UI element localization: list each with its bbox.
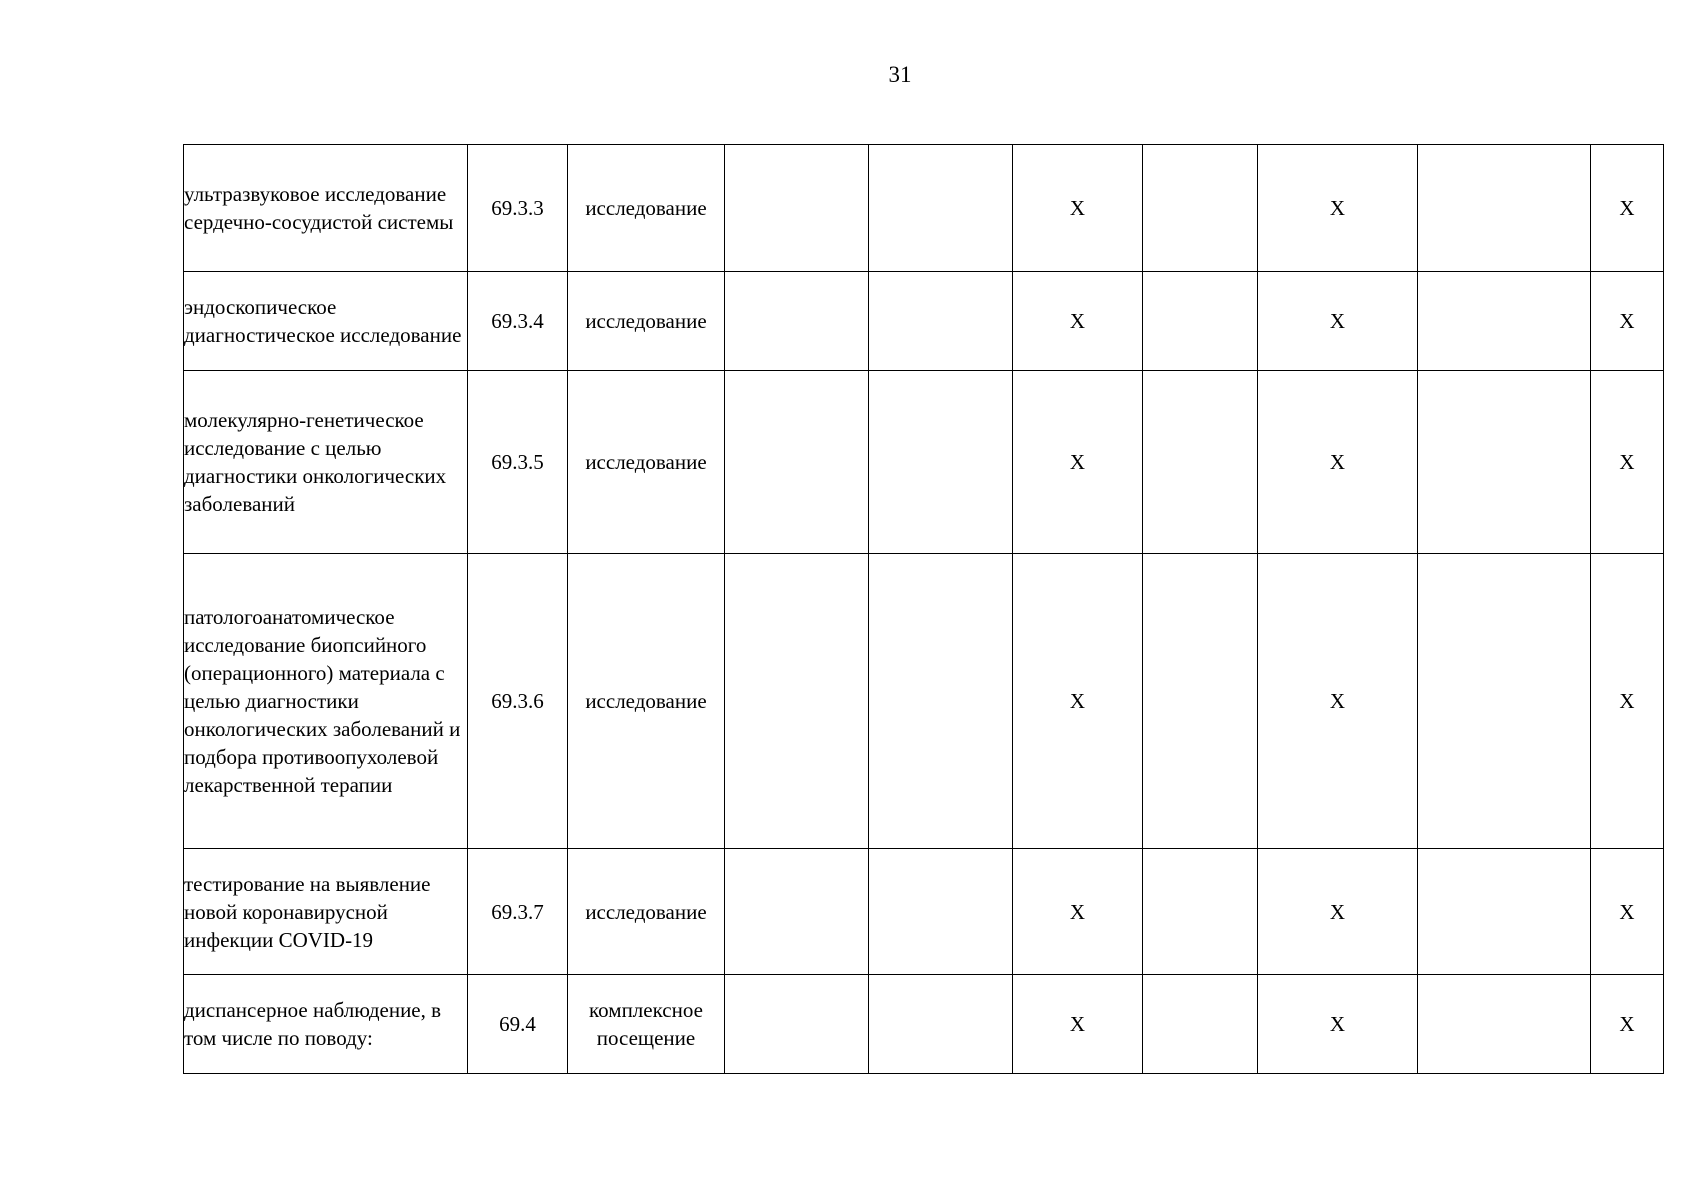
row-unit-cell: исследование [568,849,725,975]
page-number: 31 [888,62,912,87]
row-unit-cell: исследование [568,371,725,554]
table-cell [1143,975,1258,1074]
table-row [184,145,1664,272]
table-cell: X [1013,371,1143,554]
table-cell: X [1591,849,1664,975]
table-cell [1418,272,1591,371]
table-cell [725,145,869,272]
row-unit-cell: комплексное посещение [568,975,725,1074]
row-code-cell: 69.3.4 [468,272,568,371]
row-code-cell: 69.3.5 [468,371,568,554]
table-row [184,849,1664,975]
table-cell [1418,554,1591,849]
row-unit-cell: исследование [568,554,725,849]
table-cell [869,145,1013,272]
table-cell: X [1591,145,1664,272]
table-cell [1418,145,1591,272]
table-cell [869,554,1013,849]
row-code-cell: 69.4 [468,975,568,1074]
table-cell: X [1258,272,1418,371]
table-cell [725,975,869,1074]
table-cell [725,849,869,975]
table-cell [1418,849,1591,975]
table-row [184,975,1664,1074]
table-cell [869,272,1013,371]
table-cell: X [1258,145,1418,272]
table-cell: X [1591,554,1664,849]
table-cell: X [1013,272,1143,371]
row-name-cell: диспансерное наблюдение, в том числе по поводу: [184,975,468,1074]
table-cell: X [1258,849,1418,975]
table-cell [1418,975,1591,1074]
data-table [183,144,1664,1074]
row-unit-cell: исследование [568,145,725,272]
table-cell: X [1258,975,1418,1074]
table-cell [1143,371,1258,554]
table-cell: X [1013,554,1143,849]
table-cell [869,975,1013,1074]
table-cell: X [1013,849,1143,975]
table-cell [725,554,869,849]
table-cell: X [1013,145,1143,272]
table-cell [1143,145,1258,272]
row-name-cell: патологоанатомическое исследование биопсийного (операционного) материала с целью диагностики онкологических заболеваний и подбора противоопухолевой лекарственной терапии [184,554,468,849]
row-name-cell: тестирование на выявление новой коронавирусной инфекции COVID-19 [184,849,468,975]
table-cell [1143,272,1258,371]
table-row [184,371,1664,554]
table-cell [725,371,869,554]
row-unit-cell: исследование [568,272,725,371]
table-cell: X [1591,975,1664,1074]
table-cell: X [1258,554,1418,849]
table-row [184,272,1664,371]
table-cell [1418,371,1591,554]
table-cell [869,849,1013,975]
row-name-cell: ультразвуковое исследование сердечно-сосудистой системы [184,145,468,272]
table-cell: X [1591,371,1664,554]
row-code-cell: 69.3.3 [468,145,568,272]
table-cell: X [1013,975,1143,1074]
row-name-cell: молекулярно-генетическое исследование с целью диагностики онкологических заболеваний [184,371,468,554]
table-cell [869,371,1013,554]
table-cell: X [1258,371,1418,554]
table-cell [1143,849,1258,975]
table-cell [1143,554,1258,849]
row-name-cell: эндоскопическое диагностическое исследование [184,272,468,371]
table-cell: X [1591,272,1664,371]
row-code-cell: 69.3.7 [468,849,568,975]
table-row [184,554,1664,849]
row-code-cell: 69.3.6 [468,554,568,849]
table-cell [725,272,869,371]
